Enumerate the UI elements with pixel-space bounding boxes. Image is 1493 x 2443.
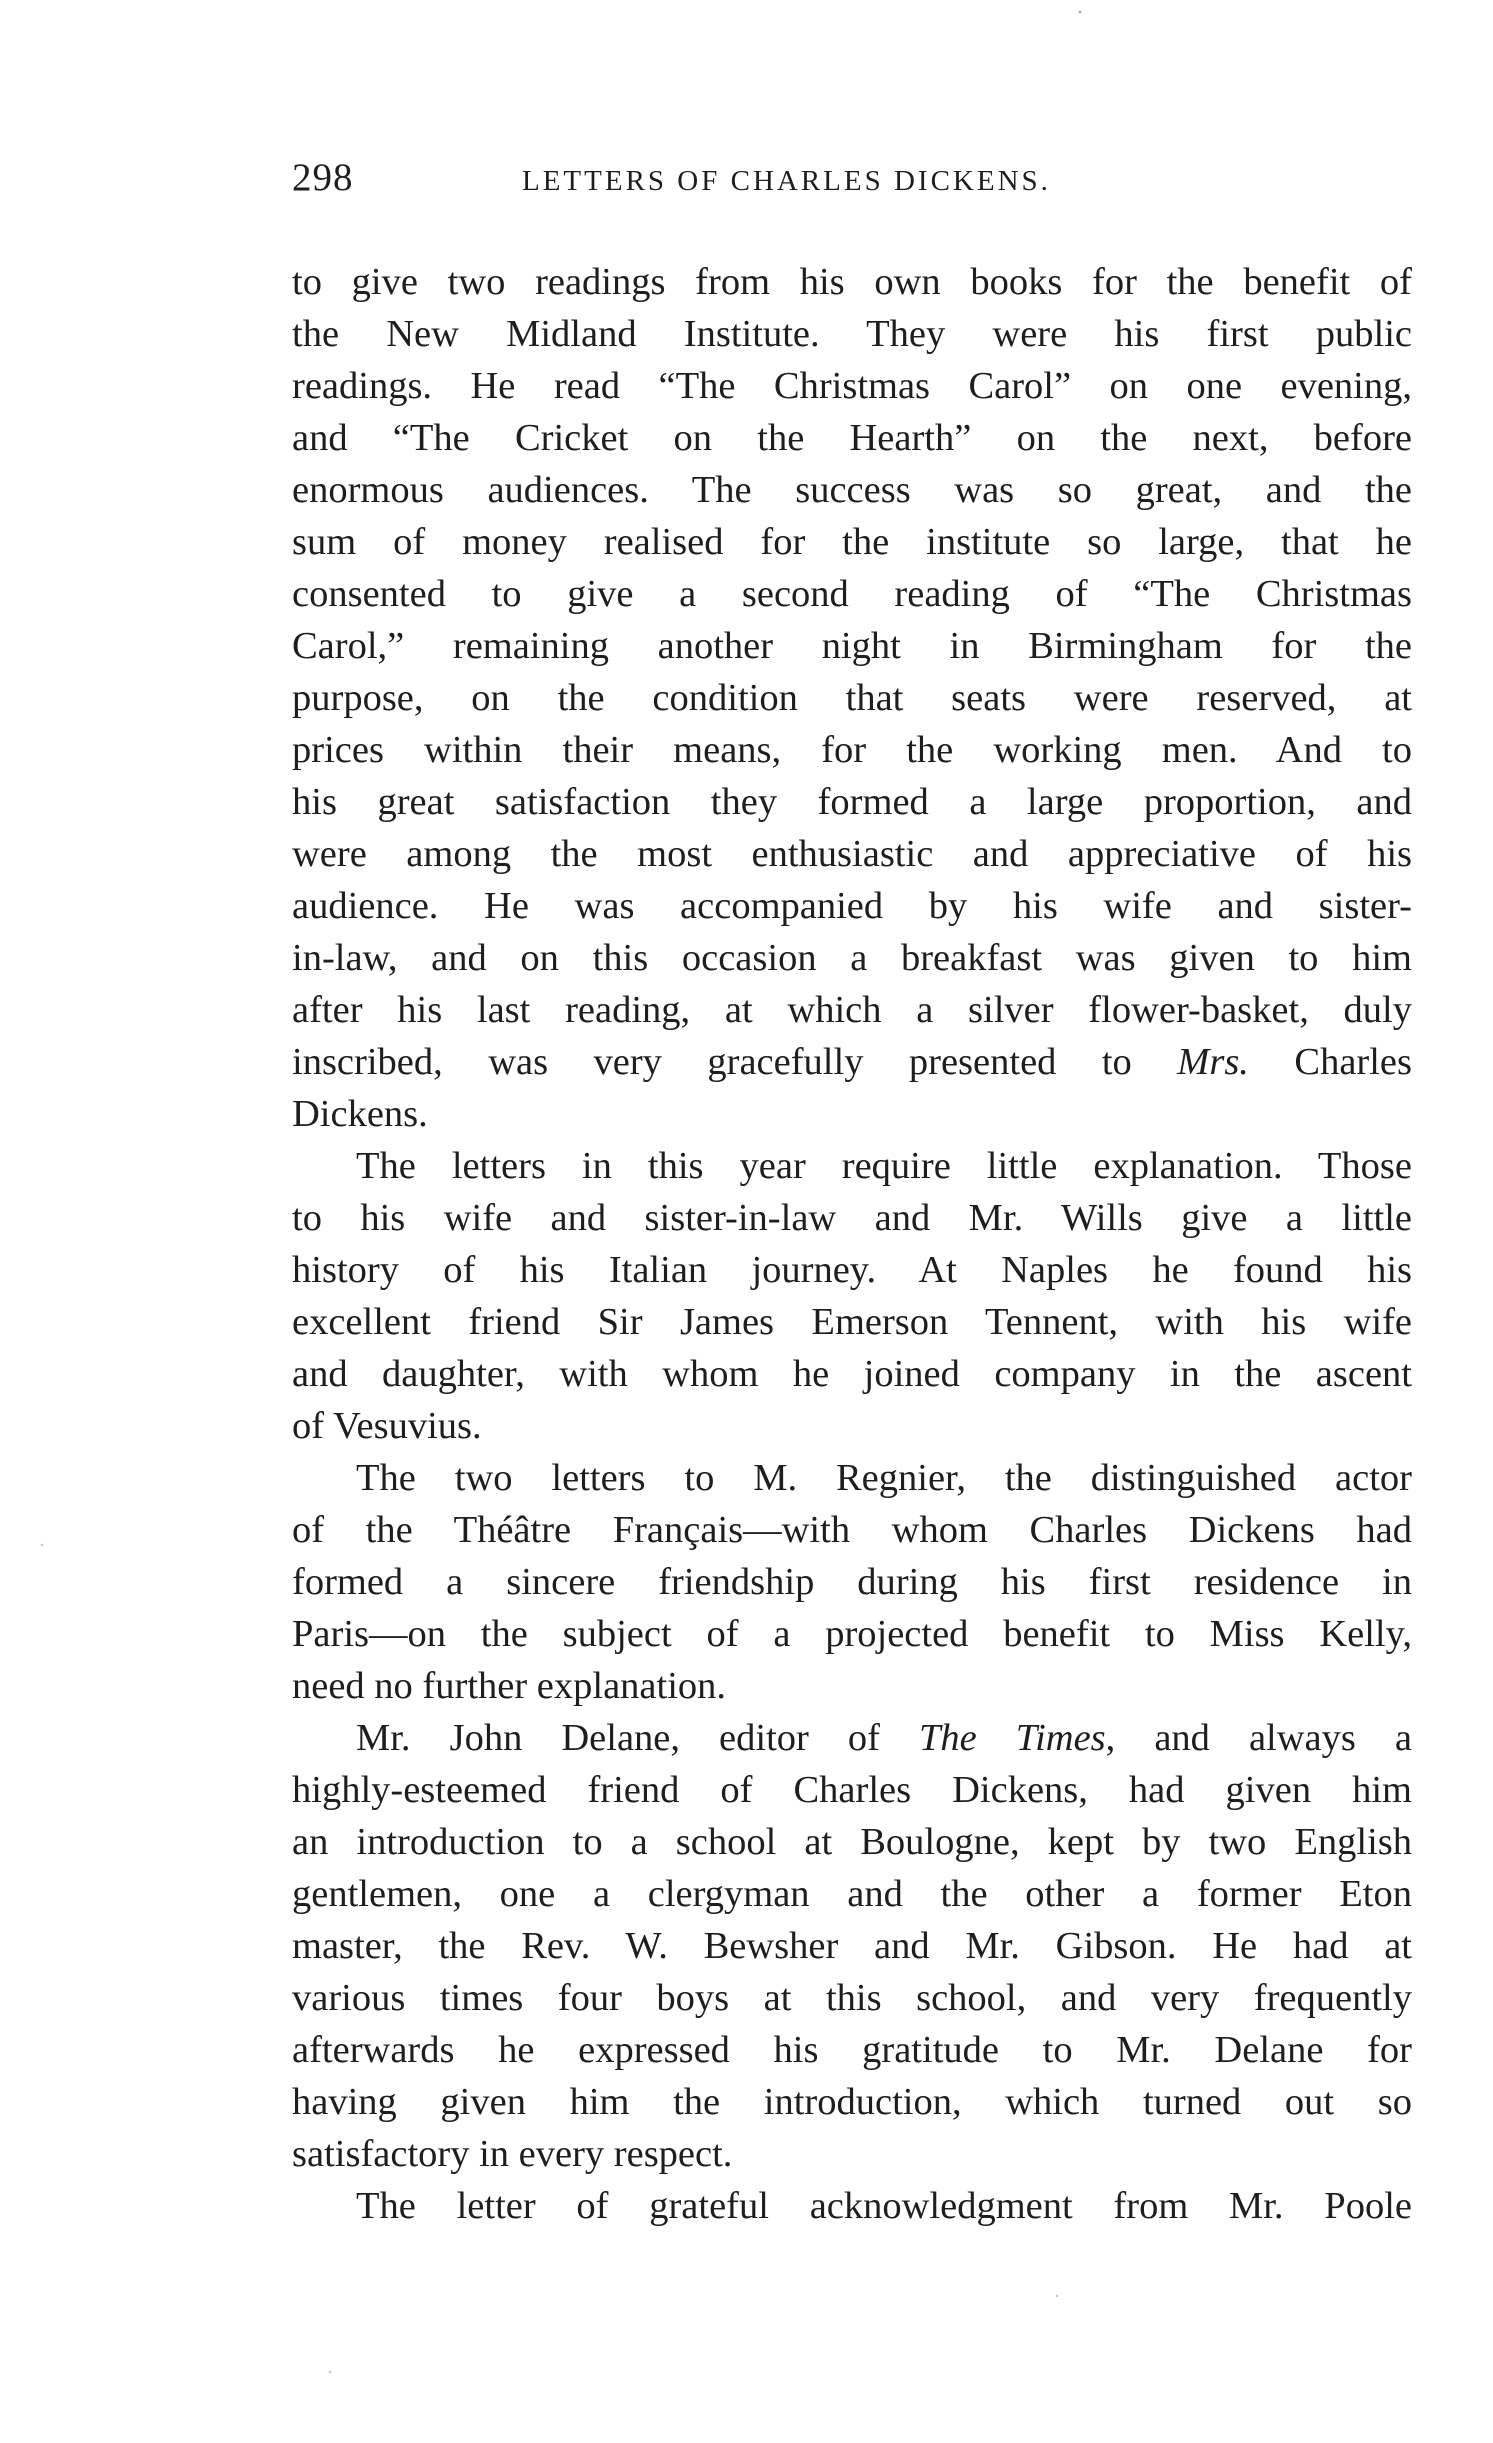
text-line: afterwards he expressed his gratitude to Mr. Delane for [292, 2029, 1412, 2071]
text-line: excellent friend Sir James Emerson Tennent, with his wife [292, 1301, 1412, 1343]
text-line: the New Midland Institute. They were his first public [292, 313, 1412, 355]
text-line: need no further explanation. [292, 1665, 727, 1707]
running-title: LETTERS OF CHARLES DICKENS. [522, 165, 1051, 197]
text-line: highly-esteemed friend of Charles Dickens, had given him [292, 1769, 1412, 1811]
italic-text: The Times [919, 1717, 1106, 1759]
text-line: Dickens. [292, 1093, 428, 1135]
text-line: various times four boys at this school, and very frequently [292, 1977, 1412, 2019]
text-line: after his last reading, at which a silver flower-basket, duly [292, 989, 1412, 1031]
text-line: gentlemen, one a clergyman and the other a former Eton [292, 1873, 1412, 1915]
text-line: and “The Cricket on the Hearth” on the next, before [292, 417, 1412, 459]
text-line: The two letters to M. Regnier, the distinguished actor [356, 1457, 1412, 1499]
text-line: to his wife and sister-in-law and Mr. Wills give a little [292, 1197, 1412, 1239]
text-line: audience. He was accompanied by his wife and sister- [292, 885, 1412, 927]
text-line: and daughter, with whom he joined company in the ascent [292, 1353, 1412, 1395]
text-line: purpose, on the condition that seats were reserved, at [292, 677, 1412, 719]
text-line: were among the most enthusiastic and appreciative of his [292, 833, 1412, 875]
text-line: Paris—on the subject of a projected benefit to Miss Kelly, [292, 1613, 1412, 1655]
text-line: sum of money realised for the institute so large, that he [292, 521, 1412, 563]
text-line: to give two readings from his own books for the benefit of [292, 261, 1412, 303]
text-line: formed a sincere friendship during his first residence in [292, 1561, 1412, 1603]
page-number: 298 [292, 156, 354, 199]
text-line: of the Théâtre Français—with whom Charles Dickens had [292, 1509, 1412, 1551]
text-line: master, the Rev. W. Bewsher and Mr. Gibson. He had at [292, 1925, 1412, 1967]
text-line: of Vesuvius. [292, 1405, 482, 1447]
text-line: history of his Italian journey. At Naples he found his [292, 1249, 1412, 1291]
text-line: having given him the introduction, which turned out so [292, 2081, 1412, 2123]
text-line: an introduction to a school at Boulogne, kept by two English [292, 1821, 1412, 1863]
body-text [292, 256, 1412, 2232]
text-line: consented to give a second reading of “The Christmas [292, 573, 1412, 615]
text-line: his great satisfaction they formed a large proportion, and [292, 781, 1412, 823]
text-line: readings. He read “The Christmas Carol” on one evening, [292, 365, 1412, 407]
text-line: The letter of grateful acknowledgment from Mr. Poole [356, 2185, 1412, 2227]
text-line: prices within their means, for the working men. And to [292, 729, 1412, 771]
text-line: inscribed, was very gracefully presented to Mrs. Charles [292, 1041, 1412, 1083]
text-line: satisfactory in every respect. [292, 2133, 733, 2175]
text-line: enormous audiences. The success was so great, and the [292, 469, 1412, 511]
text-line: in-law, and on this occasion a breakfast was given to him [292, 937, 1412, 979]
text-line: The letters in this year require little explanation. Those [356, 1145, 1412, 1187]
running-head [292, 155, 1412, 215]
text-line: Mr. John Delane, editor of The Times, and always a [356, 1717, 1412, 1759]
italic-text: Mrs. [1177, 1041, 1249, 1083]
text-line: Carol,” remaining another night in Birmingham for the [292, 625, 1412, 667]
